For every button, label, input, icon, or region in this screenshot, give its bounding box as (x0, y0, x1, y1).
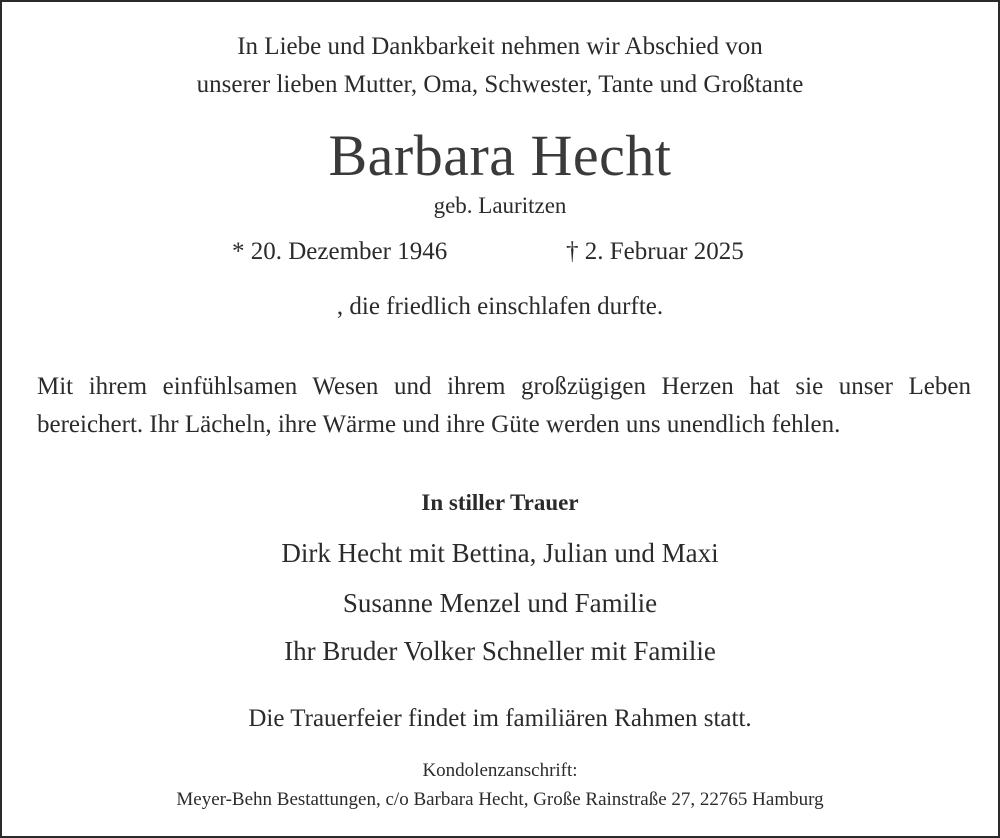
condolence-address: Meyer-Behn Bestattungen, c/o Barbara Hecht, Große Rainstraße 27, 22765 Hamburg (176, 789, 824, 810)
maiden-name: geb. Lauritzen (433, 193, 567, 218)
condolence-heading: Kondolenzanschrift: (422, 760, 578, 781)
death-date: † 2. Februar 2025 (566, 238, 744, 265)
deceased-name: Barbara Hecht (328, 123, 672, 188)
peaceful-line: , die friedlich einschlafen durfte. (336, 293, 664, 320)
tribute-paragraph: Mit ihrem einfühlsamen Wesen und ihrem großzügigen Herzen hat sie unser Leben bereichert. Ihr Lächeln, ihre Wärme und ihre Güte werden uns unendlich fehlen. (37, 373, 971, 438)
mourning-heading: In stiller Trauer (421, 490, 579, 515)
intro-line-1: In Liebe und Dankbarkeit nehmen wir Abschied von (237, 33, 763, 60)
family-line-1: Dirk Hecht mit Bettina, Julian und Maxi (281, 538, 719, 568)
family-line-3: Ihr Bruder Volker Schneller mit Familie (284, 636, 716, 666)
family-line-2: Susanne Menzel und Familie (342, 588, 658, 618)
intro-line-2: unserer lieben Mutter, Oma, Schwester, Tante und Großtante (196, 71, 804, 98)
ceremony-note: Die Trauerfeier findet im familiären Rahmen statt. (248, 705, 752, 732)
life-dates (0, 238, 1000, 274)
birth-date: * 20. Dezember 1946 (232, 238, 448, 265)
